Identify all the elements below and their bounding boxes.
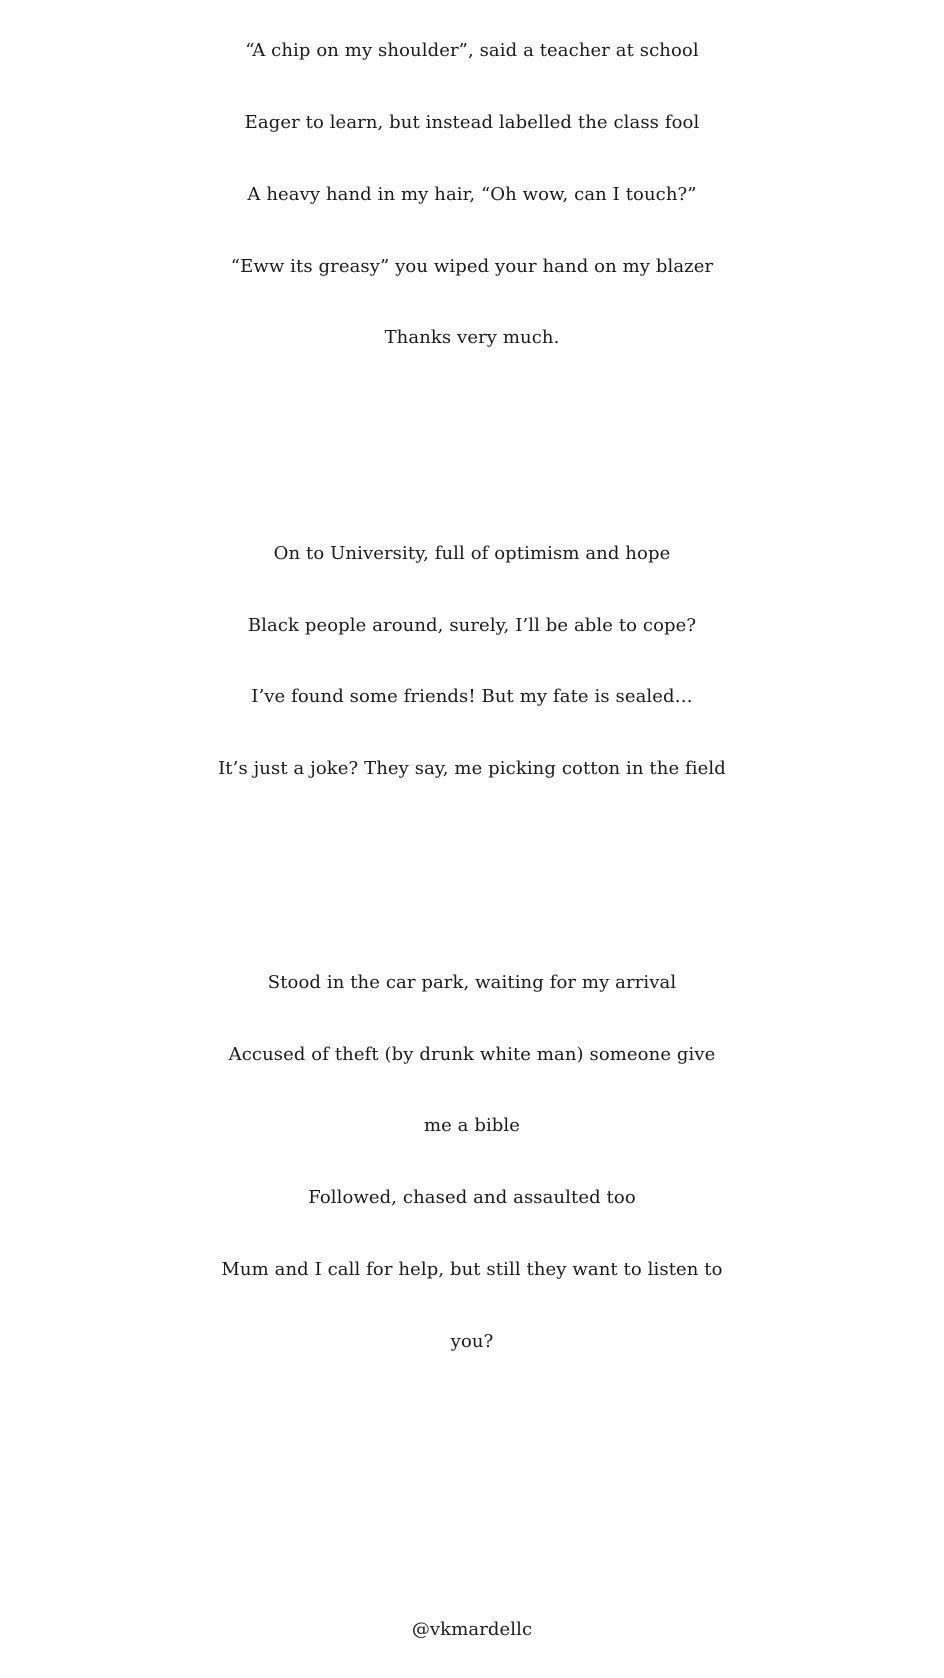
poem-line: Mum and I call for help, but still they want to listen to bbox=[221, 1259, 723, 1280]
poem-line: Followed, chased and assaulted too bbox=[308, 1187, 636, 1208]
poem-line: Eager to learn, but instead labelled the class fool bbox=[244, 112, 700, 133]
poem-line: “Eww its greasy” you wiped your hand on my blazer bbox=[230, 256, 714, 277]
poem-line: Accused of theft (by drunk white man) someone give bbox=[228, 1044, 716, 1065]
poem-line: I’ve found some friends! But my fate is sealed… bbox=[251, 686, 693, 707]
poem-line: Black people around, surely, I’ll be able to cope? bbox=[247, 615, 697, 636]
poem-line: you? bbox=[450, 1331, 494, 1352]
poem-line: Stood in the car park, waiting for my arrival bbox=[267, 972, 677, 993]
poem-line: On to University, full of optimism and hope bbox=[273, 543, 671, 564]
poem-line: It’s just a joke? They say, me picking cotton in the field bbox=[218, 758, 726, 779]
author-handle: @vkmardellc bbox=[411, 1619, 533, 1640]
poem-line: me a bible bbox=[423, 1115, 521, 1136]
poem-line: Thanks very much. bbox=[384, 327, 560, 348]
poem-line: A heavy hand in my hair, “Oh wow, can I touch?” bbox=[247, 184, 697, 205]
poem-line: “A chip on my shoulder”, said a teacher at school bbox=[245, 40, 699, 61]
